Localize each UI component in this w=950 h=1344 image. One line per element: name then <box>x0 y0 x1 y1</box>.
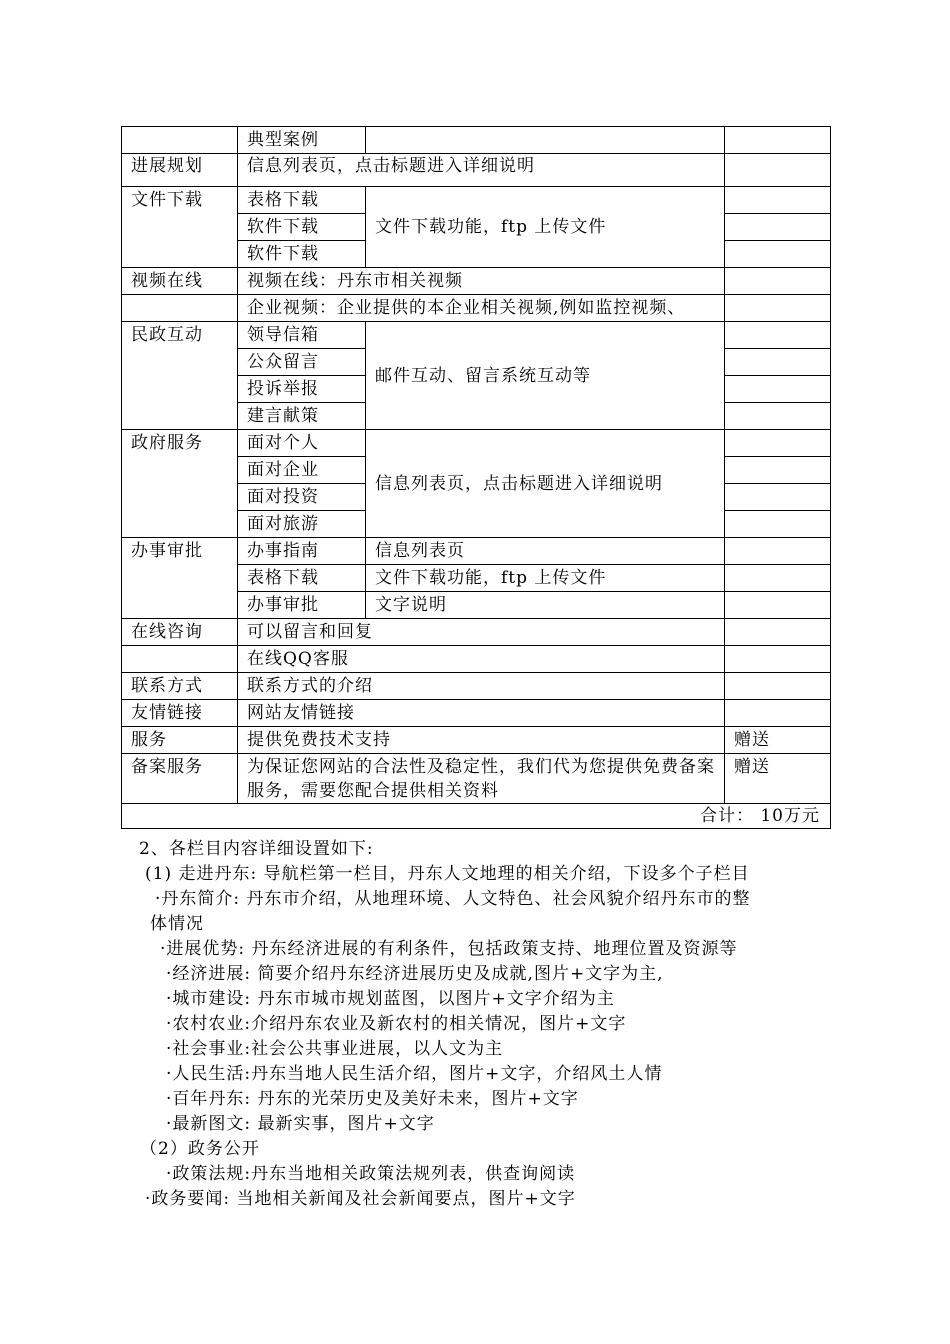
note-line: ·经济进展: 简要介绍丹东经济进展历史及成就,图片+文字为主, <box>166 964 664 984</box>
note-line: （2）政务公开 <box>140 1139 260 1159</box>
table-row <box>122 430 831 457</box>
table-cell: 办事审批 <box>238 592 366 619</box>
table-cell: 企业视频：企业提供的本企业相关视频,例如监控视频、 <box>238 295 725 322</box>
table-cell: 软件下载 <box>238 214 366 241</box>
table-cell: 投诉举报 <box>238 376 366 403</box>
table-cell: 提供免费技术支持 <box>238 727 725 754</box>
table-cell: 表格下载 <box>238 187 366 214</box>
table-row <box>122 700 831 727</box>
table-cell <box>122 646 238 673</box>
table-cell: 为保证您网站的合法性及稳定性，我们代为您提供免费备案服务，需要您配合提供相关资料 <box>238 754 725 804</box>
table-row <box>122 804 831 829</box>
table-row <box>122 295 831 322</box>
category-cell: 政府服务 <box>122 430 238 538</box>
table-cell <box>725 646 831 673</box>
table-cell: 信息列表页，点击标题进入详细说明 <box>238 154 725 187</box>
table-row <box>122 538 831 565</box>
category-cell: 服务 <box>122 727 238 754</box>
table-cell: 赠送 <box>725 727 831 754</box>
table-cell <box>725 592 831 619</box>
total-cell: 合计： 10万元 <box>122 804 831 829</box>
note-line: ·农村农业:介绍丹东农业及新农村的相关情况，图片+文字 <box>166 1014 627 1034</box>
table-cell <box>725 700 831 727</box>
table-cell <box>725 619 831 646</box>
table-cell <box>725 565 831 592</box>
table-cell: 可以留言和回复 <box>238 619 725 646</box>
category-cell: 联系方式 <box>122 673 238 700</box>
category-cell: 友情链接 <box>122 700 238 727</box>
table-cell <box>725 673 831 700</box>
table-row <box>122 754 831 804</box>
table-cell: 网站友情链接 <box>238 700 725 727</box>
table-row <box>122 322 831 349</box>
note-line: ·政务要闻: 当地相关新闻及社会新闻要点，图片+文字 <box>145 1189 576 1209</box>
note-line: ·百年丹东: 丹东的光荣历史及美好未来，图片+文字 <box>166 1089 579 1109</box>
note-line: (1) 走进丹东: 导航栏第一栏目，丹东人文地理的相关介绍，下设多个子栏目 <box>145 864 750 884</box>
table-row <box>122 154 831 187</box>
table-cell: 在线QQ客服 <box>238 646 725 673</box>
table-cell: 联系方式的介绍 <box>238 673 725 700</box>
table-cell: 文件下载功能，ftp 上传文件 <box>366 187 725 268</box>
table-cell <box>725 538 831 565</box>
table-cell <box>725 241 831 268</box>
table-cell: 典型案例 <box>238 127 366 154</box>
table-cell <box>725 484 831 511</box>
table-cell <box>725 457 831 484</box>
category-cell: 办事审批 <box>122 538 238 619</box>
note-line: ·政策法规:丹东当地相关政策法规列表，供查询阅读 <box>166 1164 576 1184</box>
table-cell: 邮件互动、留言系统互动等 <box>366 322 725 430</box>
table-cell: 领导信箱 <box>238 322 366 349</box>
note-line: ·社会事业:社会公共事业进展，以人文为主 <box>166 1039 504 1059</box>
table-cell <box>725 376 831 403</box>
table-cell <box>725 154 831 187</box>
table-cell: 信息列表页，点击标题进入详细说明 <box>366 430 725 538</box>
table-cell <box>725 295 831 322</box>
category-cell: 备案服务 <box>122 754 238 804</box>
table-cell: 信息列表页 <box>366 538 725 565</box>
category-cell: 进展规划 <box>122 154 238 187</box>
table-cell <box>122 295 238 322</box>
table-cell: 办事指南 <box>238 538 366 565</box>
table-row <box>122 646 831 673</box>
table-cell: 面对投资 <box>238 484 366 511</box>
table-cell: 视频在线：丹东市相关视频 <box>238 268 725 295</box>
table-cell: 建言献策 <box>238 403 366 430</box>
table-cell <box>725 268 831 295</box>
table-cell <box>725 349 831 376</box>
table-row <box>122 187 831 214</box>
table-cell <box>122 127 238 154</box>
table-cell: 赠送 <box>725 754 831 804</box>
table-cell <box>725 127 831 154</box>
table-cell <box>725 322 831 349</box>
table-cell: 文字说明 <box>366 592 725 619</box>
note-line: ·城市建设: 丹东市城市规划蓝图，以图片+文字介绍为主 <box>166 989 615 1009</box>
table-cell <box>725 511 831 538</box>
table-cell <box>725 187 831 214</box>
note-line: ·进展优势: 丹东经济进展的有利条件，包括政策支持、地理位置及资源等 <box>160 939 738 959</box>
table-cell: 文件下载功能，ftp 上传文件 <box>366 565 725 592</box>
table-row <box>122 268 831 295</box>
table-cell <box>725 403 831 430</box>
table-cell: 面对企业 <box>238 457 366 484</box>
table-row <box>122 127 831 154</box>
table-row <box>122 673 831 700</box>
table-cell: 公众留言 <box>238 349 366 376</box>
note-line: ·人民生活:丹东当地人民生活介绍，图片+文字，介绍风土人情 <box>166 1064 663 1084</box>
note-line: 体情况 <box>150 914 204 934</box>
table-cell: 面对个人 <box>238 430 366 457</box>
table-cell: 表格下载 <box>238 565 366 592</box>
category-cell: 视频在线 <box>122 268 238 295</box>
category-cell: 文件下载 <box>122 187 238 268</box>
table-cell <box>366 127 725 154</box>
note-line: ·丹东简介: 丹东市介绍，从地理环境、人文特色、社会风貌介绍丹东市的整 <box>155 889 751 909</box>
note-line: ·最新图文: 最新实事，图片+文字 <box>166 1114 435 1134</box>
table-cell <box>725 430 831 457</box>
table-cell: 面对旅游 <box>238 511 366 538</box>
table-cell <box>725 214 831 241</box>
table-row <box>122 619 831 646</box>
table-row <box>122 727 831 754</box>
table-cell: 软件下载 <box>238 241 366 268</box>
note-line: 2、各栏目内容详细设置如下: <box>139 839 374 859</box>
service-table <box>121 126 831 829</box>
category-cell: 民政互动 <box>122 322 238 430</box>
category-cell: 在线咨询 <box>122 619 238 646</box>
